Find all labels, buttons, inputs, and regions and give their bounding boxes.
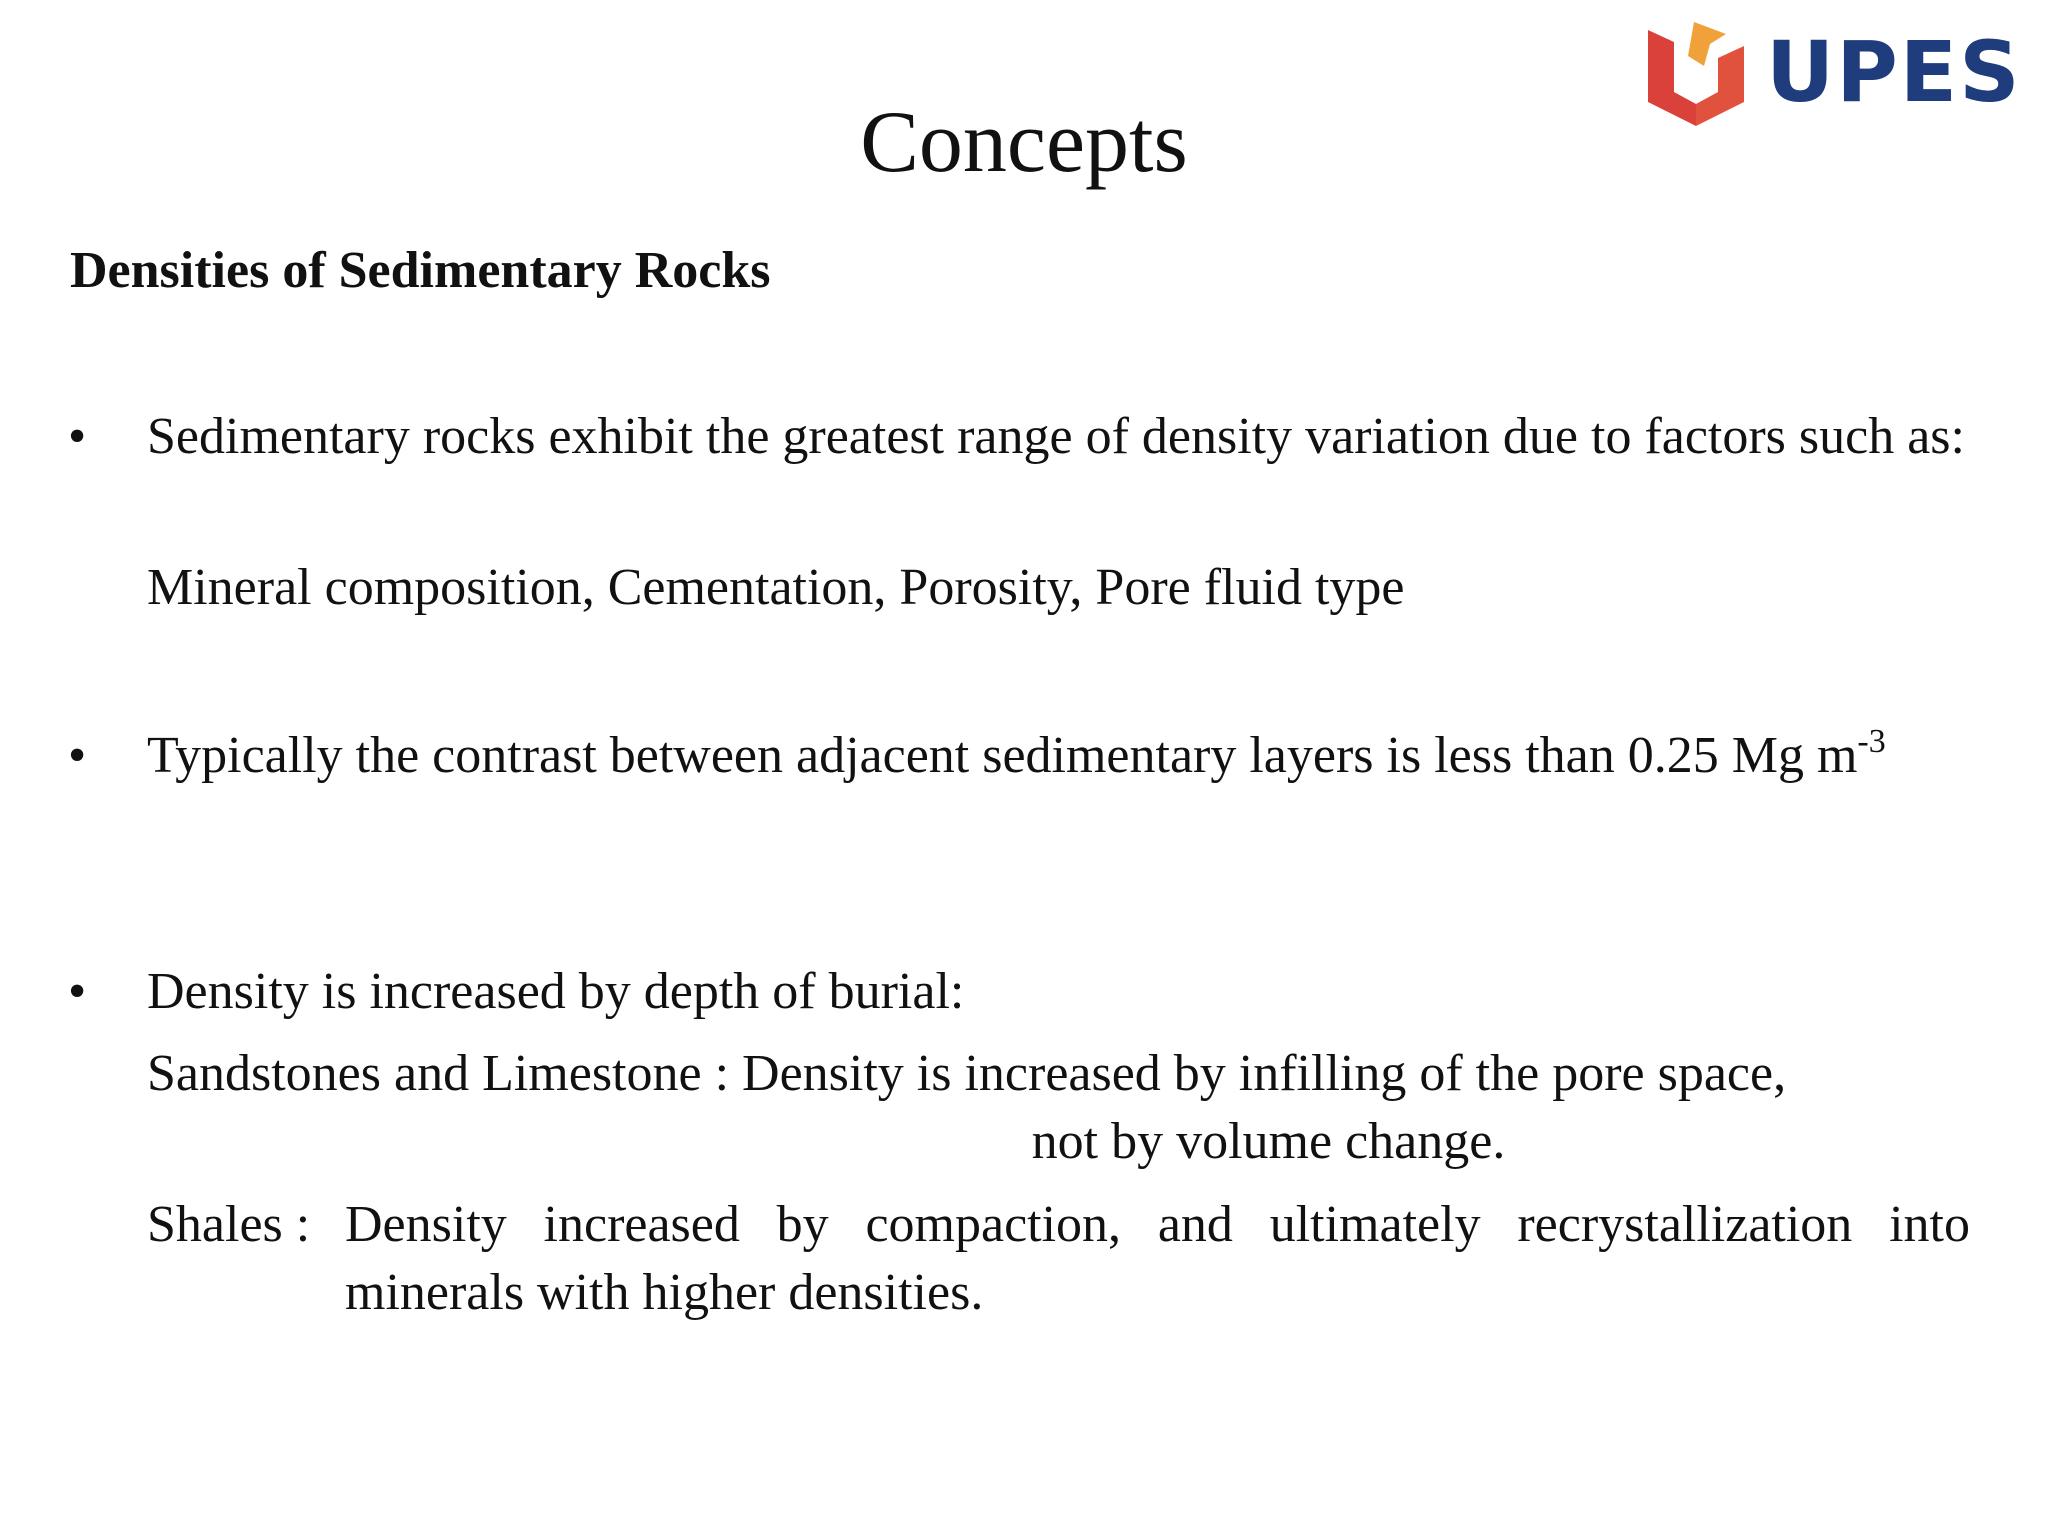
bullet-marker: • — [68, 727, 87, 784]
bullet-text-burial: Density is increased by depth of burial: — [147, 963, 965, 1020]
shales-block — [147, 1191, 1970, 1331]
section-heading: Densities of Sedimentary Rocks — [70, 242, 771, 299]
bullet-marker: • — [68, 963, 87, 1020]
shales-text: Density increased by compaction, and ultimately recrystallization into minerals with higher densities. — [345, 1196, 1970, 1321]
slide-title: Concepts — [860, 94, 1188, 191]
bullet-text-factors: Sedimentary rocks exhibit the greatest range of density variation due to factors such as: — [147, 408, 1965, 465]
contrast-text: Typically the contrast between adjacent sedimentary layers is less than 0.25 Mg m — [147, 727, 1858, 784]
sandstones-line-1: Sandstones and Limestone : Density is increased by infilling of the pore space, — [147, 1045, 1787, 1102]
unit-exponent: -3 — [1857, 723, 1886, 760]
bullet-marker: • — [68, 408, 87, 465]
sandstones-line-2: not by volume change. — [1031, 1113, 1506, 1170]
bullet-text-contrast — [147, 722, 1970, 790]
shales-label: Shales : — [147, 1196, 311, 1253]
sandstones-limestone-block — [147, 1040, 1970, 1176]
logo-text: UPES — [1766, 23, 2022, 121]
bullet-detail-factors: Mineral composition, Cementation, Porosity, Pore fluid type — [147, 559, 1405, 616]
